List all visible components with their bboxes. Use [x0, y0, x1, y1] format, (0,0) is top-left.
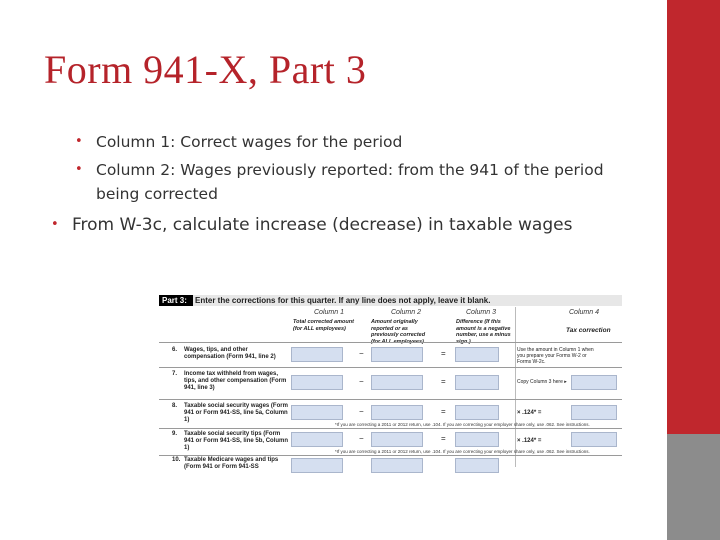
- form-rule: [159, 367, 622, 368]
- form-rule: [159, 342, 622, 343]
- form-col4-sub: Tax correction: [566, 327, 611, 334]
- row-9-label: Taxable social security tips (Form 941 or Form 941-SS, line 5b, Column 1): [184, 431, 289, 451]
- minus-sign: −: [359, 377, 364, 386]
- bullet-column-2-continued: being corrected: [96, 185, 218, 203]
- accent-bar-red: [667, 0, 720, 434]
- bullet-dot-icon: •: [75, 134, 83, 149]
- row-6-note: Use the amount in Column 1 when you prepare your Forms W-2 or Forms W-2c.: [517, 347, 594, 365]
- row-8-col4-field: [571, 405, 617, 420]
- equals-sign: =: [441, 407, 446, 416]
- row-9-number: 9.: [172, 431, 178, 437]
- slide-title: Form 941-X, Part 3: [44, 47, 367, 92]
- form-divider: [515, 307, 516, 467]
- form-col2-head: Column 2: [391, 309, 421, 316]
- row-9-footnote: *If you are correcting a 2011 or 2012 return, use .104. If you are correcting your employer share only, use .062. See instructions.: [335, 449, 590, 454]
- row-8-rate: × .124* =: [517, 410, 542, 416]
- row-10-col3-field: [455, 458, 499, 473]
- form-col1-head: Column 1: [314, 309, 344, 316]
- row-6-col3-field: [455, 347, 499, 362]
- row-7-col1-field: [291, 375, 343, 390]
- row-7-col2-field: [371, 375, 423, 390]
- row-6-col1-field: [291, 347, 343, 362]
- minus-sign: −: [359, 407, 364, 416]
- row-9-col1-field: [291, 432, 343, 447]
- minus-sign: −: [359, 434, 364, 443]
- bullet-column-2: • Column 2: Wages previously reported: from the 941 of the period: [75, 161, 604, 179]
- row-10-col2-field: [371, 458, 423, 473]
- row-7-note: Copy Column 3 here ▸: [517, 379, 567, 385]
- row-8-col2-field: [371, 405, 423, 420]
- row-8-footnote: *If you are correcting a 2011 or 2012 return, use .104. If you are correcting your employer share only, use .062. See instructions.: [335, 422, 590, 427]
- row-6-number: 6.: [172, 347, 178, 353]
- row-8-col1-field: [291, 405, 343, 420]
- form-rule: [159, 399, 622, 400]
- form-part-tag: Part 3:: [159, 295, 193, 306]
- bullet-dot-icon: •: [51, 217, 59, 232]
- minus-sign: −: [359, 349, 364, 358]
- equals-sign: =: [441, 377, 446, 386]
- bullet-column-1: • Column 1: Correct wages for the period: [75, 133, 403, 151]
- row-8-number: 8.: [172, 403, 178, 409]
- row-7-col3-field: [455, 375, 499, 390]
- row-9-col2-field: [371, 432, 423, 447]
- form-941x-part3-image: [159, 295, 622, 470]
- accent-bar-gray: [667, 434, 720, 540]
- form-col2-sub: Amount originally reported or as previously corrected: [371, 319, 426, 338]
- row-6-label: Wages, tips, and other compensation (Form 941, line 2): [184, 347, 276, 360]
- equals-sign: =: [441, 434, 446, 443]
- row-7-number: 7.: [172, 371, 178, 377]
- equals-sign: =: [441, 349, 446, 358]
- row-7-col4-field: [571, 375, 617, 390]
- row-8-label: Taxable social security wages (Form 941 or Form 941-SS, line 5a, Column 1): [184, 403, 288, 423]
- bullet-dot-icon: •: [75, 162, 83, 177]
- bullet-w3c: • From W-3c, calculate increase (decrease) in taxable wages: [51, 215, 573, 235]
- row-8-col3-field: [455, 405, 499, 420]
- row-10-number: 10.: [172, 457, 181, 463]
- form-rule: [159, 428, 622, 429]
- row-10-label: Taxable Medicare wages and tips (Form 941 or Form 941-SS: [184, 457, 279, 470]
- row-10-col1-field: [291, 458, 343, 473]
- form-col3-head: Column 3: [466, 309, 496, 316]
- form-col1-sub: Total corrected amount (for ALL employees): [293, 319, 354, 332]
- row-9-col3-field: [455, 432, 499, 447]
- form-rule: [159, 455, 622, 456]
- form-col3-sub: Difference (If this amount is a negative number, use a minus: [456, 319, 511, 338]
- form-col4-head: Column 4: [569, 309, 599, 316]
- row-7-label: Income tax withheld from wages, tips, and other compensation (Form 941, line 3): [184, 371, 287, 391]
- row-6-col2-field: [371, 347, 423, 362]
- row-9-col4-field: [571, 432, 617, 447]
- row-9-rate: × .124* =: [517, 438, 542, 444]
- form-part-text: Enter the corrections for this quarter. If any line does not apply, leave it blank.: [195, 296, 491, 305]
